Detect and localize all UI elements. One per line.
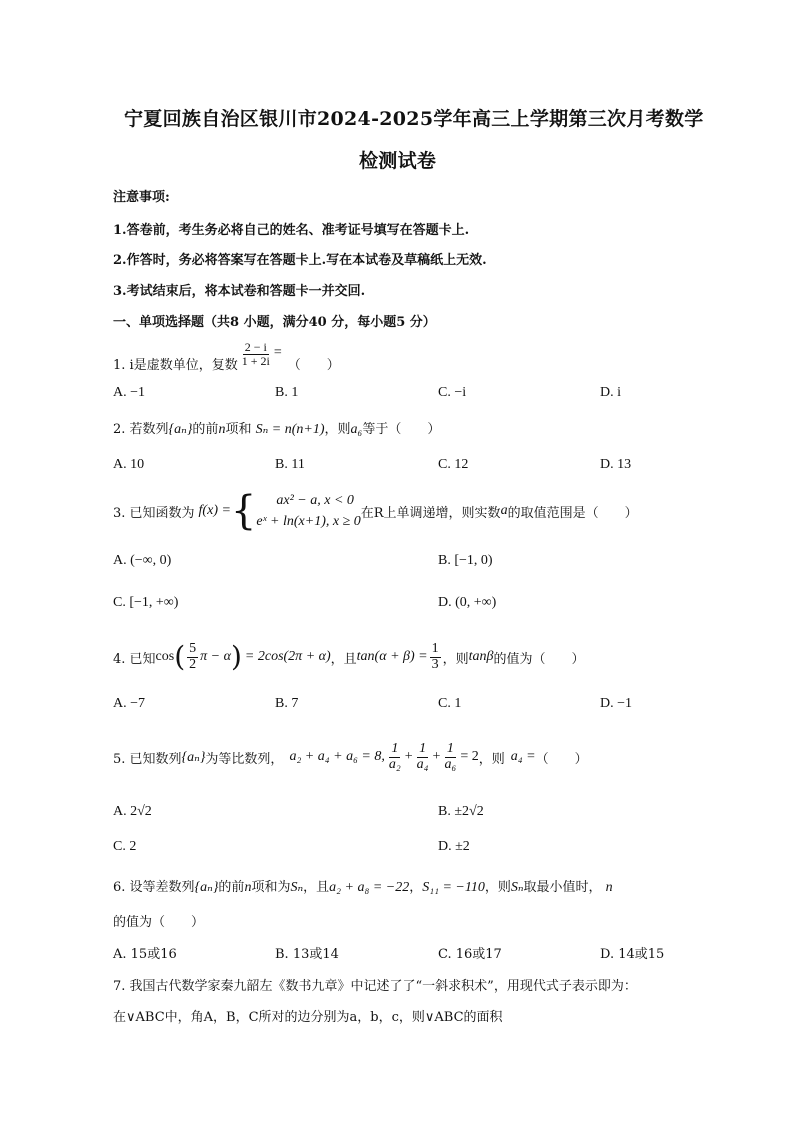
q5-frac-2 [415, 742, 431, 772]
q5-frac-3-den: a₆ [444, 756, 457, 772]
q5-paren: （ ） [535, 751, 588, 767]
q6-e1: a₂ + a₈ = −22 [329, 880, 410, 895]
q2-a6: a₆ [350, 422, 363, 437]
q6-prefix: 6. 设等差数列 [113, 880, 195, 895]
q2-tail2: 等于（ ） [362, 422, 441, 437]
q5-tail: ，则 [478, 751, 505, 767]
q6-e2: S₁₁ = −110 [422, 880, 485, 895]
q5-mid: 为等比数列， [205, 751, 284, 767]
q5-frac-1 [387, 742, 403, 772]
q4-option-d: D. −1 [600, 696, 633, 711]
q2-prefix: 2. 若数列 [113, 422, 169, 437]
q6-mid3: ，且 [303, 880, 330, 895]
q6-Sn2: Sₙ [510, 880, 524, 895]
question-3 [113, 486, 638, 536]
q4-frac [187, 642, 198, 672]
q6-tail: ，则 [484, 880, 511, 895]
q1-eq: = [273, 344, 282, 360]
q3-brace: { [230, 488, 257, 534]
q5-prefix: 5. 已知数列 [113, 751, 182, 767]
q2-seq: {aₙ} [168, 422, 193, 437]
q3-tail: 在R上单调递增，则实数 [360, 505, 501, 521]
q3-case-1: ax² − a, x < 0 [276, 493, 354, 508]
note-item-3: 3.考试结束后，将本试卷和答题卡一并交回. [113, 284, 366, 299]
q5-frac-2-num: 1 [419, 740, 427, 756]
q4-tan-num: 1 [431, 640, 439, 656]
q6-n2: n [605, 880, 613, 895]
q6-tail2: 取最小值时， [523, 880, 602, 895]
q6-mid2: 项和为 [251, 880, 291, 895]
q4-option-c: C. 1 [438, 696, 462, 711]
q1-frac-den: 1 + 2i [241, 354, 270, 368]
q6-line2: 的值为（ ） [113, 915, 205, 930]
q3-a: a [500, 503, 508, 518]
q6-option-c: C. 16或17 [438, 947, 502, 962]
q3-tail2: 的取值范围是（ ） [507, 505, 638, 521]
exam-title-line2: 检测试卷 [359, 150, 437, 172]
q7-line2: 在∨ABC中，角A，B，C所对的边分别为a，b，c，则∨ABC的面积 [113, 1010, 503, 1025]
question-4 [113, 636, 585, 678]
q4-prefix: 4. 已知 [113, 651, 156, 667]
q6-option-a: A. 15或16 [113, 947, 177, 962]
q3-case-2: eˣ + ln(x+1), x ≥ 0 [256, 514, 361, 529]
q3-option-b: B. [−1, 0) [438, 553, 493, 568]
q2-option-b: B. 11 [275, 457, 305, 472]
q2-option-d: D. 13 [600, 457, 632, 472]
q6-sep: ， [409, 880, 423, 895]
q4-option-a: A. −7 [113, 696, 146, 711]
q5-option-a: A. 2√2 [113, 804, 152, 819]
q4-rhs: = 2cos(2π + α) [244, 649, 331, 664]
q1-option-b: B. 1 [275, 385, 299, 400]
q4-tan-den: 3 [431, 656, 439, 672]
q6-option-b: B. 13或14 [275, 947, 339, 962]
q1-fraction [240, 341, 272, 367]
q4-cos-left: cos [155, 649, 175, 664]
exam-title-line1: 宁夏回族自治区银川市2024-2025学年高三上学期第三次月考数学 [124, 108, 704, 130]
q4-mid: ，且 [330, 651, 357, 667]
q5-frac-3 [442, 742, 458, 772]
q5-option-d: D. ±2 [438, 839, 470, 854]
q2-mid: 的前 [192, 422, 219, 437]
question-5: 5. 已知数列 {aₙ} 为等比数列， a₂ + a₄ + a₆ = 8, $\frac{1}{\text{a₂}}$ + $\frac{1}{\text{a₄}}$ + $\frac{1}{\text{a₆}}$ = 2 ，则 a₄ = （ ） [113, 740, 588, 772]
q4-cos-inner: π − α [200, 649, 231, 664]
q1-option-c: C. −i [438, 385, 467, 400]
q3-cases [256, 490, 360, 532]
q4-tail: ，则 [442, 651, 469, 667]
q4-frac-num: 5 [189, 640, 197, 656]
note-item-2: 2.作答时，务必将答案写在答题卡上.写在本试卷及草稿纸上无效. [113, 253, 487, 268]
q2-mid2: 项和 [225, 422, 252, 437]
q1-prefix: 1. i是虚数单位，复数 [113, 358, 238, 373]
q2-tail: ，则 [324, 422, 351, 437]
q1-option-d: D. i [600, 385, 621, 400]
q4-frac-den: 2 [189, 656, 197, 672]
question-6 [113, 876, 613, 896]
question-1 [113, 336, 340, 373]
q5-expr1: a₂ + a₄ + a₆ = 8, [289, 749, 385, 764]
q3-fx: f(x) = [198, 503, 231, 518]
q6-n: n [244, 880, 252, 895]
q2-n: n [218, 422, 226, 437]
q7-line1: 7. 我国古代数学家秦九韶左《数书九章》中记述了了“一斜求积术”，用现代式子表示即为： [113, 979, 637, 994]
q5-frac-1-num: 1 [391, 740, 399, 756]
section-heading: 一、单项选择题（共8 小题，满分40 分，每小题5 分） [113, 315, 436, 330]
q5-option-c: C. 2 [113, 839, 137, 854]
q2-formula: Sₙ = n(n+1) [255, 422, 325, 437]
q3-option-c: C. [−1, +∞) [113, 595, 179, 610]
q6-option-d: D. 14或15 [600, 947, 665, 962]
q1-option-a: A. −1 [113, 385, 146, 400]
question-2 [113, 418, 440, 438]
q2-option-a: A. 10 [113, 457, 145, 472]
q4-paren-close: ) [230, 640, 242, 673]
q5-frac-2-den: a₄ [416, 756, 429, 772]
q4-tan-expr: tan(α + β) = [356, 649, 428, 664]
q5-expr-end: = 2 [460, 749, 479, 764]
q6-Sn: Sₙ [290, 880, 304, 895]
q2-option-c: C. 12 [438, 457, 469, 472]
q1-frac-num: 2 − i [244, 340, 267, 355]
q3-prefix: 3. 已知函数为 [113, 505, 195, 521]
q4-tan-frac [430, 642, 441, 672]
q3-option-d: D. (0, +∞) [438, 595, 497, 610]
q3-option-a: A. (−∞, 0) [113, 553, 172, 568]
note-item-1: 1.答卷前，考生务必将自己的姓名、准考证号填写在答题卡上. [113, 223, 470, 238]
q5-frac-1-den: a₂ [388, 756, 401, 772]
q5-frac-3-num: 1 [446, 740, 454, 756]
q4-option-b: B. 7 [275, 696, 299, 711]
notes-heading: 注意事项: [113, 190, 170, 205]
q4-paren-open: ( [174, 640, 186, 673]
q6-mid: 的前 [218, 880, 245, 895]
q4-tail2: 的值为（ ） [493, 651, 585, 667]
q5-option-b: B. ±2√2 [438, 804, 484, 819]
q1-paren: （ ） [287, 358, 340, 373]
q6-seq: {aₙ} [194, 880, 219, 895]
q5-seq: {aₙ} [181, 749, 206, 765]
q5-a4: a₄ = [510, 749, 536, 764]
q4-tanb: tanβ [468, 649, 494, 664]
